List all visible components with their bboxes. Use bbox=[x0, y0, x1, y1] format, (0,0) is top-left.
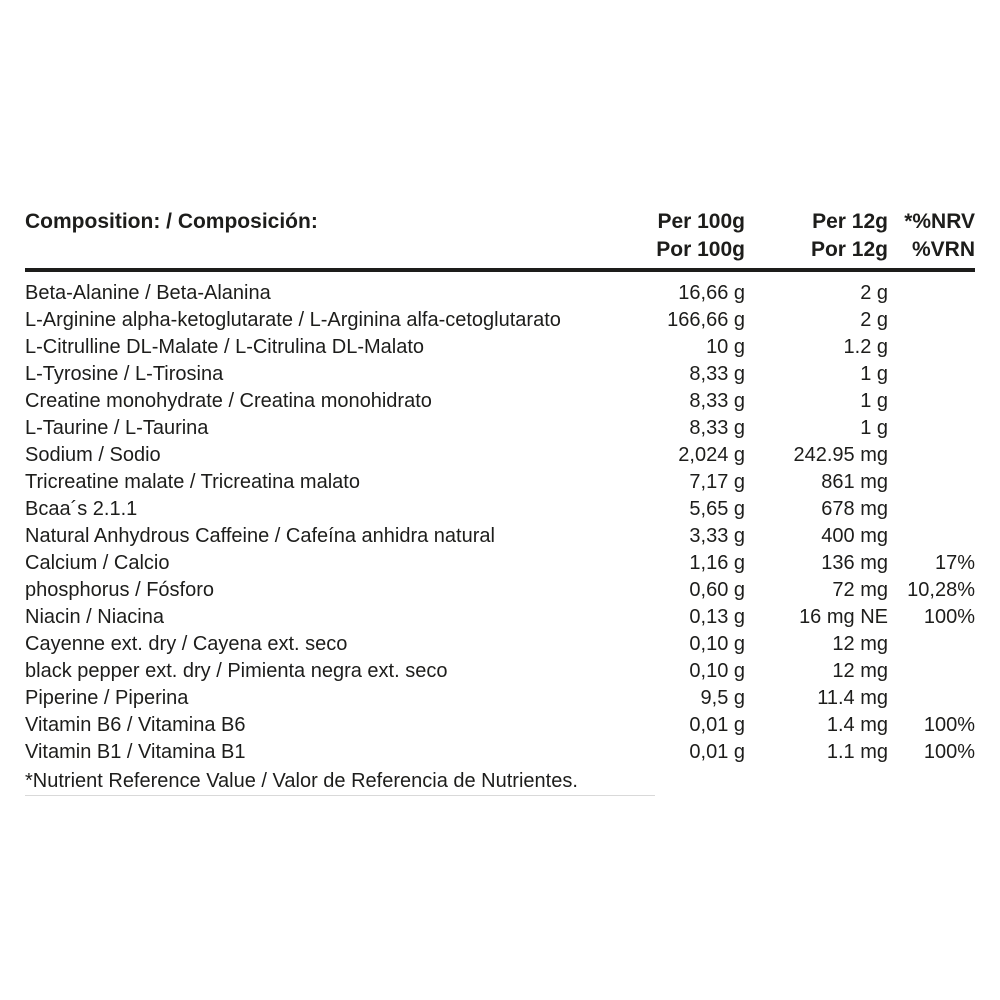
value-nrv bbox=[888, 334, 975, 361]
value-nrv: 10,28% bbox=[907, 579, 975, 601]
ingredient-name: Cayenne ext. dry / Cayena ext. seco bbox=[25, 633, 348, 655]
value-per-12g: 242.95 mg bbox=[793, 444, 888, 466]
value-per-12g: 678 mg bbox=[821, 498, 888, 520]
table-row bbox=[25, 577, 975, 604]
table-row bbox=[25, 388, 975, 415]
col-header-per-100g-es: Por 100g bbox=[656, 238, 745, 261]
ingredient-name: black pepper ext. dry / Pimienta negra ext. seco bbox=[25, 660, 448, 682]
col-header-per-100g-en: Per 100g bbox=[657, 210, 745, 233]
table-title: Composition: / Composición: bbox=[25, 210, 318, 233]
value-nrv bbox=[888, 388, 975, 415]
value-nrv bbox=[888, 496, 975, 523]
value-per-12g: 1 g bbox=[860, 390, 888, 412]
value-per-12g: 2 g bbox=[860, 282, 888, 304]
value-nrv: 100% bbox=[923, 714, 975, 736]
value-per-12g: 136 mg bbox=[821, 552, 888, 574]
value-per-100g: 166,66 g bbox=[667, 309, 745, 331]
ingredient-name: Creatine monohydrate / Creatina monohidrato bbox=[25, 390, 432, 412]
table-row bbox=[25, 712, 975, 739]
table-row bbox=[25, 550, 975, 577]
value-nrv bbox=[888, 631, 975, 658]
value-nrv bbox=[888, 442, 975, 469]
composition-label bbox=[25, 208, 975, 796]
ingredient-name: Beta-Alanine / Beta-Alanina bbox=[25, 282, 271, 304]
value-nrv bbox=[888, 523, 975, 550]
ingredient-name: Niacin / Niacina bbox=[25, 606, 164, 628]
footnote-divider bbox=[25, 795, 655, 796]
value-nrv bbox=[888, 658, 975, 685]
table-row bbox=[25, 685, 975, 712]
ingredient-name: Bcaa´s 2.1.1 bbox=[25, 498, 138, 520]
table-body bbox=[25, 280, 975, 766]
table-row bbox=[25, 334, 975, 361]
value-per-100g: 10 g bbox=[706, 336, 745, 358]
value-per-100g: 2,024 g bbox=[678, 444, 745, 466]
value-per-100g: 0,01 g bbox=[689, 741, 745, 763]
value-per-100g: 0,10 g bbox=[689, 660, 745, 682]
value-per-12g: 12 mg bbox=[832, 660, 888, 682]
ingredient-name: Natural Anhydrous Caffeine / Cafeína anhidra natural bbox=[25, 525, 495, 547]
col-header-per-12g-en: Per 12g bbox=[812, 210, 888, 233]
table-row bbox=[25, 361, 975, 388]
value-nrv: 100% bbox=[923, 606, 975, 628]
ingredient-name: Vitamin B6 / Vitamina B6 bbox=[25, 714, 246, 736]
value-per-12g: 1 g bbox=[860, 417, 888, 439]
ingredient-name: L-Arginine alpha-ketoglutarate / L-Arginina alfa-cetoglutarato bbox=[25, 309, 561, 331]
ingredient-name: phosphorus / Fósforo bbox=[25, 579, 214, 601]
table-row bbox=[25, 631, 975, 658]
value-per-100g: 8,33 g bbox=[689, 363, 745, 385]
ingredient-name: Sodium / Sodio bbox=[25, 444, 161, 466]
table-row bbox=[25, 496, 975, 523]
value-per-12g: 12 mg bbox=[832, 633, 888, 655]
value-per-12g: 400 mg bbox=[821, 525, 888, 547]
value-per-100g: 1,16 g bbox=[689, 552, 745, 574]
value-per-12g: 2 g bbox=[860, 309, 888, 331]
value-nrv: 17% bbox=[934, 552, 975, 574]
value-per-12g: 1.1 mg bbox=[826, 741, 888, 763]
table-row bbox=[25, 739, 975, 766]
value-nrv bbox=[888, 469, 975, 496]
value-per-100g: 9,5 g bbox=[700, 687, 745, 709]
value-per-12g: 861 mg bbox=[821, 471, 888, 493]
table-title-spacer bbox=[25, 236, 615, 264]
ingredient-name: L-Tyrosine / L-Tirosina bbox=[25, 363, 224, 385]
table-row bbox=[25, 280, 975, 307]
ingredient-name: Calcium / Calcio bbox=[25, 552, 170, 574]
value-nrv bbox=[888, 685, 975, 712]
table-row bbox=[25, 523, 975, 550]
table-header-line-2 bbox=[25, 236, 975, 264]
value-per-100g: 0,60 g bbox=[689, 579, 745, 601]
col-header-nrv-es: %VRN bbox=[911, 238, 975, 261]
value-nrv bbox=[888, 280, 975, 307]
col-header-per-12g-es: Por 12g bbox=[810, 238, 888, 261]
value-per-100g: 8,33 g bbox=[689, 417, 745, 439]
ingredient-name: L-Citrulline DL-Malate / L-Citrulina DL-Malato bbox=[25, 336, 425, 358]
value-nrv bbox=[888, 361, 975, 388]
table-row bbox=[25, 415, 975, 442]
value-per-12g: 1 g bbox=[860, 363, 888, 385]
value-per-12g: 1.4 mg bbox=[826, 714, 888, 736]
value-per-100g: 16,66 g bbox=[678, 282, 745, 304]
value-per-100g: 0,10 g bbox=[689, 633, 745, 655]
value-per-12g: 11.4 mg bbox=[817, 687, 888, 709]
table-header-line-1 bbox=[25, 208, 975, 236]
value-nrv bbox=[888, 307, 975, 334]
value-per-100g: 8,33 g bbox=[689, 390, 745, 412]
table-row bbox=[25, 604, 975, 631]
ingredient-name: Tricreatine malate / Tricreatina malato bbox=[25, 471, 360, 493]
value-per-12g: 72 mg bbox=[832, 579, 888, 601]
value-nrv: 100% bbox=[923, 741, 975, 763]
table-row bbox=[25, 658, 975, 685]
value-per-12g: 1.2 g bbox=[843, 336, 888, 358]
value-per-100g: 3,33 g bbox=[689, 525, 745, 547]
header-divider bbox=[25, 268, 975, 272]
ingredient-name: L-Taurine / L-Taurina bbox=[25, 417, 209, 439]
value-nrv bbox=[888, 415, 975, 442]
value-per-100g: 7,17 g bbox=[689, 471, 745, 493]
table-row bbox=[25, 442, 975, 469]
value-per-12g: 16 mg NE bbox=[799, 606, 888, 628]
ingredient-name: Piperine / Piperina bbox=[25, 687, 189, 709]
value-per-100g: 5,65 g bbox=[689, 498, 745, 520]
ingredient-name: Vitamin B1 / Vitamina B1 bbox=[25, 741, 246, 763]
value-per-100g: 0,01 g bbox=[689, 714, 745, 736]
footnote: *Nutrient Reference Value / Valor de Referencia de Nutrientes. bbox=[25, 770, 578, 792]
table-row bbox=[25, 307, 975, 334]
value-per-100g: 0,13 g bbox=[689, 606, 745, 628]
col-header-nrv-en: *%NRV bbox=[904, 210, 975, 233]
table-row bbox=[25, 469, 975, 496]
